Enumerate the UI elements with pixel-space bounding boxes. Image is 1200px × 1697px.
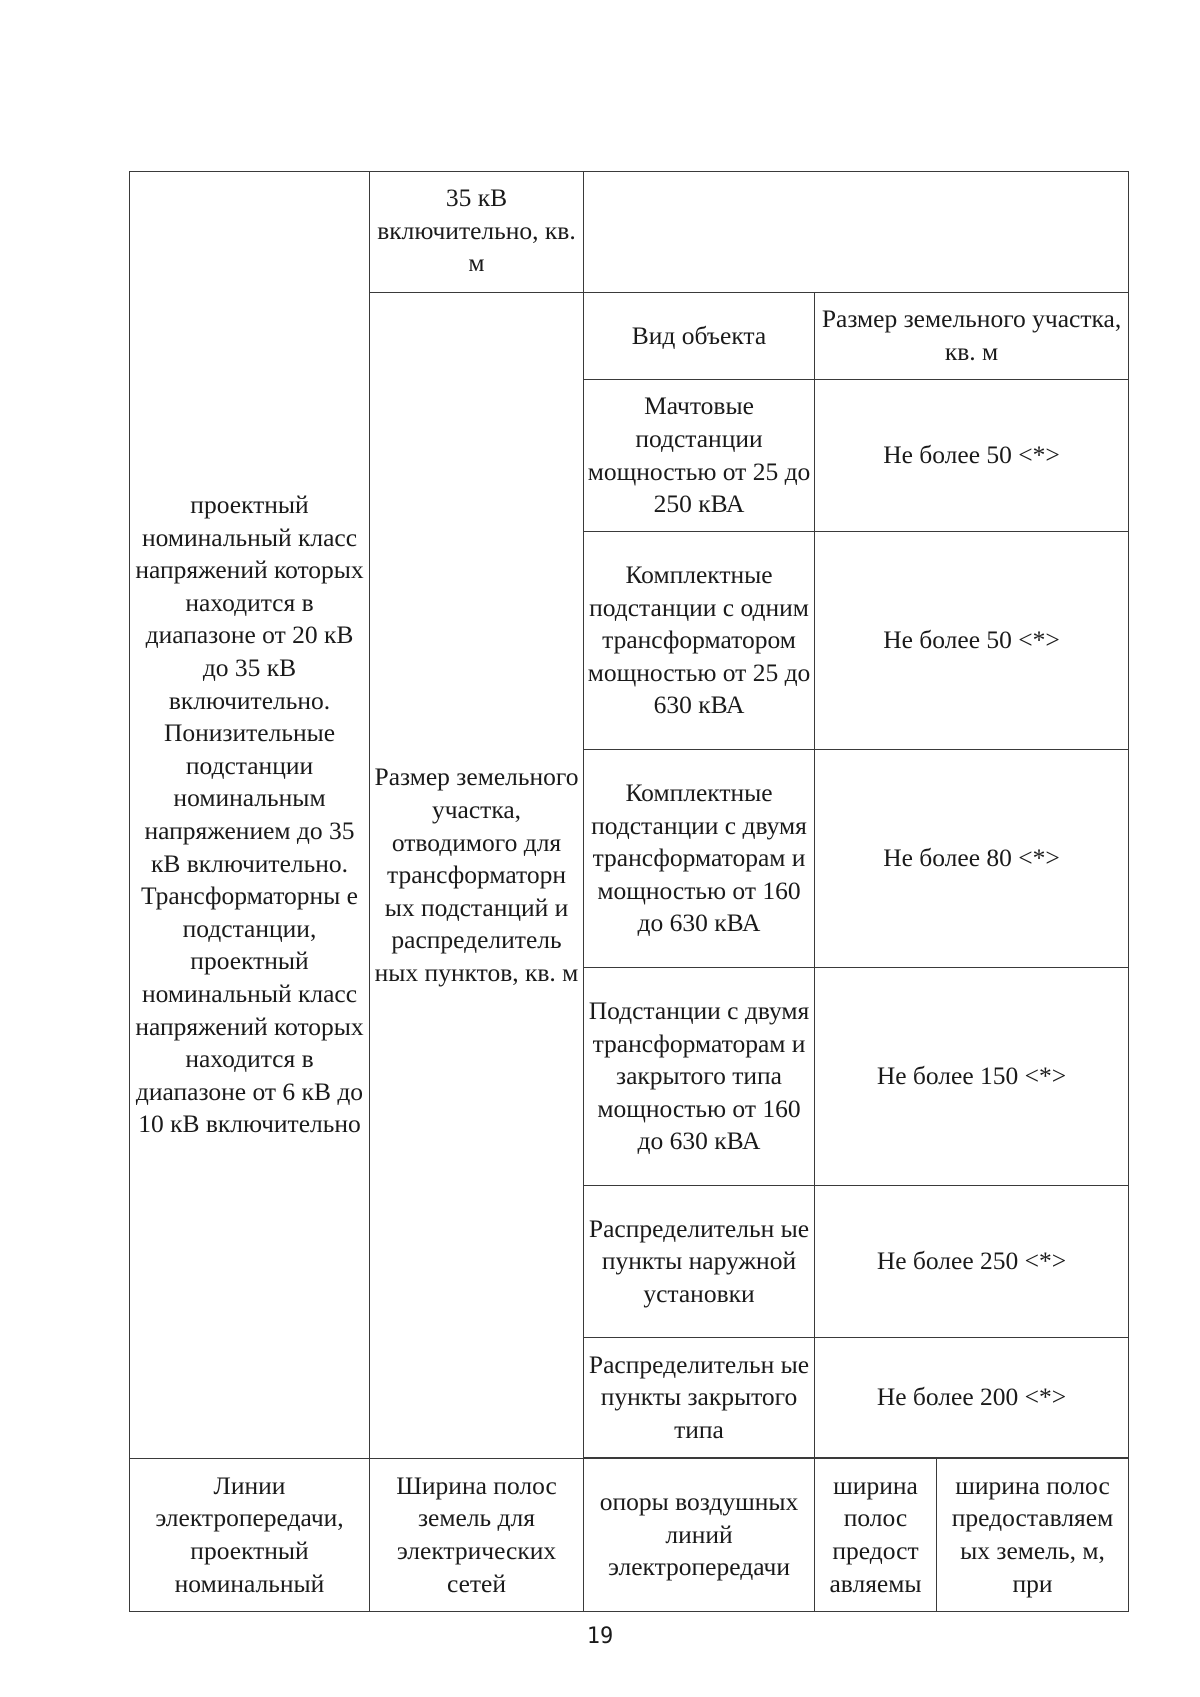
object-type-header: Вид объекта	[584, 293, 815, 380]
supports-cell: опоры воздушных линий электропередачи	[584, 1459, 815, 1612]
object-type-cell: Комплектные подстанции с двумя трансформаторам и мощностью от 160 до 630 кВА	[584, 750, 815, 968]
strip-width-provided-cell: ширина полос предост авляемы	[815, 1459, 937, 1612]
page-number: 19	[586, 1624, 614, 1649]
plot-size-cell: Не более 80 <*>	[815, 750, 1129, 968]
voltage-class-cell: проектный номинальный класс напряжений которых находится в диапазоне от 20 кВ до 35 кВ включительно. Понизительные подстанции номинальным напряжением до 35 кВ включительно. Трансформаторны е подстанции, проектный номинальный класс напряжений которых находится в диапазоне от 6 кВ до 10 кВ включительно	[130, 172, 370, 1459]
plot-size-cell: Не более 50 <*>	[815, 532, 1129, 750]
plot-size-cell: Не более 200 <*>	[815, 1338, 1129, 1458]
object-type-cell: Мачтовые подстанции мощностью от 25 до 250 кВА	[584, 380, 815, 532]
strip-width-cell: Ширина полос земель для электрических сетей	[370, 1459, 584, 1612]
plot-size-cell: Не более 50 <*>	[815, 380, 1129, 532]
empty-cell	[584, 172, 1129, 293]
object-type-cell: Подстанции с двумя трансформаторам и закрытого типа мощностью от 160 до 630 кВА	[584, 968, 815, 1186]
object-type-cell: Распределительн ые пункты закрытого типа	[584, 1338, 815, 1458]
land-plot-size-cell: Размер земельного участка, отводимого для трансформаторн ых подстанций и распределитель ных пунктов, кв. м	[370, 293, 584, 1459]
land-strip-width-cell: ширина полос предоставляем ых земель, м, при	[937, 1459, 1129, 1612]
voltage-limit-cell: 35 кВ включительно, кв. м	[370, 172, 584, 293]
object-type-cell: Комплектные подстанции с одним трансформатором мощностью от 25 до 630 кВА	[584, 532, 815, 750]
object-type-cell: Распределительн ые пункты наружной установки	[584, 1186, 815, 1338]
table-row	[130, 1459, 1129, 1612]
plot-size-cell: Не более 150 <*>	[815, 968, 1129, 1186]
table-row	[130, 172, 1129, 293]
land-allocation-table	[129, 171, 1129, 1612]
power-lines-cell: Линии электропередачи, проектный номинальный	[130, 1459, 370, 1612]
plot-size-cell: Не более 250 <*>	[815, 1186, 1129, 1338]
plot-size-header: Размер земельного участка, кв. м	[815, 293, 1129, 380]
